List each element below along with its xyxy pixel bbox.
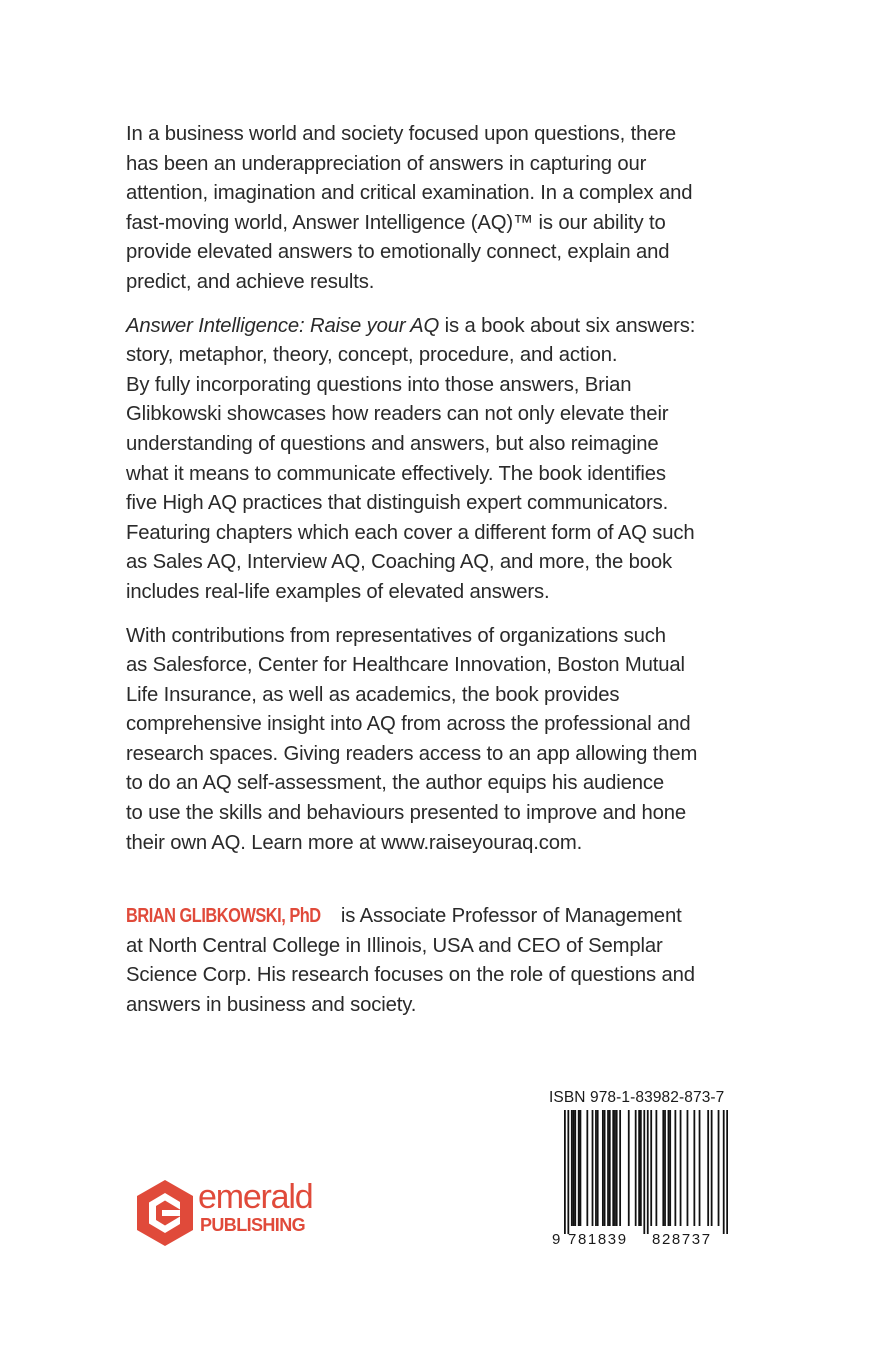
barcode-bar: [687, 1110, 689, 1226]
barcode-bar: [668, 1110, 670, 1226]
text-line: In a business world and society focused upon questions, there: [126, 123, 677, 145]
barcode-bars: [564, 1110, 728, 1234]
publisher-wordmark: emerald: [198, 1178, 313, 1216]
barcode-bar: [578, 1110, 580, 1226]
barcode-bar: [718, 1110, 720, 1226]
text-line: their own AQ. Learn more at www.raiseyouraq.com.: [126, 831, 583, 854]
description-paragraph-1: [126, 120, 766, 298]
text-line: attention, imagination and critical examination. In a complex and: [126, 182, 693, 205]
barcode-bar: [699, 1110, 701, 1226]
publisher-logo: [136, 1180, 336, 1250]
text-fragment: is Associate Professor of Management: [335, 905, 682, 927]
text-line: five High AQ practices that distinguish expert communicators.: [126, 492, 669, 515]
barcode-bar: [723, 1110, 725, 1234]
barcode-bar: [586, 1110, 588, 1226]
text-line: Featuring chapters which each cover a different form of AQ such: [126, 521, 695, 544]
book-title: Answer Intelligence: Raise your AQ: [126, 314, 440, 337]
text-line: to use the skills and behaviours presented to improve and hone: [126, 802, 687, 825]
barcode-bar: [635, 1110, 637, 1226]
text-line: includes real-life examples of elevated answers.: [126, 580, 550, 603]
barcode-bar: [616, 1110, 618, 1226]
barcode-bar: [693, 1110, 695, 1226]
text-line: to do an AQ self-assessment, the author equips his audience: [126, 772, 664, 795]
barcode-bar: [592, 1110, 594, 1226]
text-line: Life Insurance, as well as academics, the book provides: [126, 683, 620, 706]
barcode-bar: [607, 1110, 609, 1226]
barcode-bar: [640, 1110, 642, 1226]
barcode-bar: [614, 1110, 616, 1226]
book-description: [126, 120, 766, 872]
barcode-bar: [726, 1110, 728, 1234]
barcode-bar: [680, 1110, 682, 1226]
emerald-hexagon-icon: [136, 1180, 194, 1246]
text-line: what it means to communicate effectively. The book identifies: [126, 462, 666, 485]
text-line: comprehensive insight into AQ from across the professional and: [126, 713, 691, 736]
barcode-bar: [647, 1110, 649, 1234]
publisher-subtitle: PUBLISHING: [200, 1215, 306, 1235]
description-paragraph-2: [126, 312, 766, 608]
barcode-bar: [650, 1110, 652, 1226]
barcode-bar: [602, 1110, 604, 1226]
barcode-bar: [580, 1110, 582, 1226]
author-bio: [126, 902, 786, 1020]
text-fragment: is a book about six answers:: [439, 314, 696, 337]
barcode-bar: [573, 1110, 575, 1226]
text-line: Science Corp. His research focuses on the role of questions and: [126, 964, 695, 987]
isbn-label: ISBN 978-1-83982-873-7: [549, 1089, 725, 1106]
barcode-bar: [571, 1110, 573, 1226]
barcode-bar: [595, 1110, 597, 1226]
text-line: provide elevated answers to emotionally connect, explain and: [126, 241, 670, 264]
text-line: understanding of questions and answers, but also reimagine: [126, 432, 659, 455]
barcode-bar: [604, 1110, 606, 1226]
isbn-barcode: [552, 1110, 728, 1246]
barcode-bar: [574, 1110, 576, 1226]
barcode-bar: [597, 1110, 599, 1226]
text-line: By fully incorporating questions into those answers, Brian: [126, 373, 632, 396]
text-line: research spaces. Giving readers access to an app allowing them: [126, 742, 698, 765]
description-paragraph-3: [126, 622, 766, 859]
barcode-bar: [619, 1110, 621, 1226]
barcode-bar: [669, 1110, 671, 1226]
text-line: has been an underappreciation of answers in capturing our: [126, 152, 647, 175]
barcode-bar: [638, 1110, 640, 1226]
text-line: Glibkowski showcases how readers can not only elevate their: [126, 403, 669, 426]
text-line: as Sales AQ, Interview AQ, Coaching AQ, and more, the book: [126, 551, 672, 574]
barcode-bar: [612, 1110, 614, 1226]
text-line: fast-moving world, Answer Intelligence (AQ)™ is our ability to: [126, 211, 666, 234]
text-line: answers in business and society.: [126, 993, 417, 1016]
text-line: With contributions from representatives of organizations such: [126, 624, 666, 647]
barcode-bar: [609, 1110, 611, 1226]
barcode-bar: [628, 1110, 630, 1226]
barcode-bar: [662, 1110, 664, 1226]
barcode-group-1: 781839: [568, 1231, 628, 1246]
barcode-bar: [664, 1110, 666, 1226]
text-line: as Salesforce, Center for Healthcare Innovation, Boston Mutual: [126, 654, 685, 677]
author-paragraph: [126, 902, 786, 1020]
barcode-bar: [711, 1110, 713, 1226]
text-line: [126, 312, 766, 342]
text-line: predict, and achieve results.: [126, 270, 375, 293]
barcode-bar: [567, 1110, 569, 1234]
barcode-bar: [707, 1110, 709, 1226]
author-name: BRIAN GLIBKOWSKI, PhD: [126, 905, 321, 927]
barcode-bar: [564, 1110, 566, 1234]
barcode-bar: [643, 1110, 645, 1234]
barcode-first-digit: 9: [552, 1231, 561, 1246]
text-line: at North Central College in Illinois, USA and CEO of Semplar: [126, 934, 663, 957]
text-line: [126, 902, 786, 932]
barcode-bar: [655, 1110, 657, 1226]
barcode-bar: [674, 1110, 676, 1226]
text-line: story, metaphor, theory, concept, procedure, and action.: [126, 344, 618, 367]
barcode-group-2: 828737: [652, 1231, 712, 1246]
